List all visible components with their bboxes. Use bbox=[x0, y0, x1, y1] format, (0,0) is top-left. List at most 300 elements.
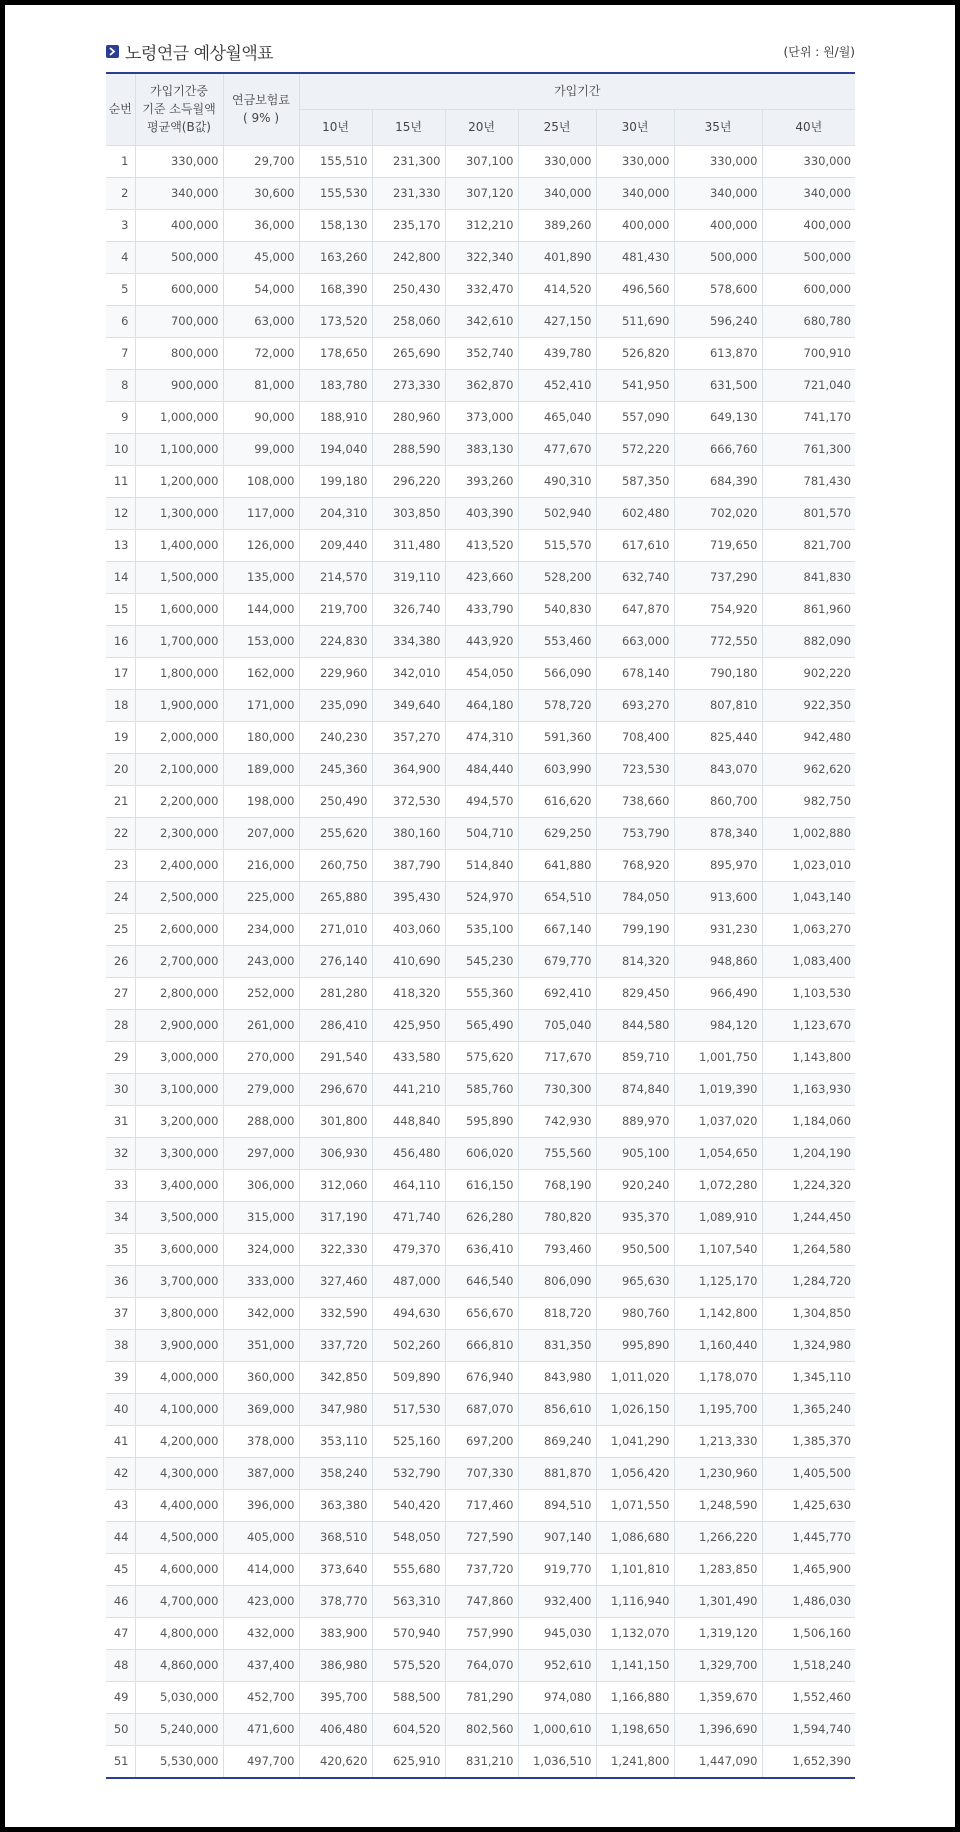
cell-premium: 351,000 bbox=[223, 1329, 299, 1361]
cell-10y: 224,830 bbox=[299, 625, 372, 657]
cell-15y: 349,640 bbox=[372, 689, 445, 721]
cell-20y: 555,360 bbox=[445, 977, 518, 1009]
table-row bbox=[106, 177, 855, 209]
cell-40y: 1,204,190 bbox=[762, 1137, 855, 1169]
cell-15y: 273,330 bbox=[372, 369, 445, 401]
cell-25y: 907,140 bbox=[518, 1521, 596, 1553]
cell-30y: 1,198,650 bbox=[596, 1713, 674, 1745]
cell-index: 9 bbox=[106, 401, 135, 433]
cell-30y: 723,530 bbox=[596, 753, 674, 785]
cell-income: 500,000 bbox=[135, 241, 223, 273]
cell-20y: 565,490 bbox=[445, 1009, 518, 1041]
cell-35y: 719,650 bbox=[674, 529, 762, 561]
cell-35y: 1,019,390 bbox=[674, 1073, 762, 1105]
table-row bbox=[106, 497, 855, 529]
cell-35y: 1,266,220 bbox=[674, 1521, 762, 1553]
cell-35y: 1,359,670 bbox=[674, 1681, 762, 1713]
cell-30y: 400,000 bbox=[596, 209, 674, 241]
cell-index: 6 bbox=[106, 305, 135, 337]
cell-30y: 965,630 bbox=[596, 1265, 674, 1297]
table-row bbox=[106, 145, 855, 177]
cell-10y: 155,510 bbox=[299, 145, 372, 177]
cell-15y: 250,430 bbox=[372, 273, 445, 305]
cell-35y: 860,700 bbox=[674, 785, 762, 817]
cell-index: 39 bbox=[106, 1361, 135, 1393]
cell-premium: 360,000 bbox=[223, 1361, 299, 1393]
cell-35y: 1,248,590 bbox=[674, 1489, 762, 1521]
cell-35y: 948,860 bbox=[674, 945, 762, 977]
cell-35y: 631,500 bbox=[674, 369, 762, 401]
cell-premium: 324,000 bbox=[223, 1233, 299, 1265]
cell-20y: 504,710 bbox=[445, 817, 518, 849]
cell-20y: 307,100 bbox=[445, 145, 518, 177]
cell-10y: 383,900 bbox=[299, 1617, 372, 1649]
cell-30y: 663,000 bbox=[596, 625, 674, 657]
cell-25y: 932,400 bbox=[518, 1585, 596, 1617]
table-row bbox=[106, 401, 855, 433]
cell-15y: 509,890 bbox=[372, 1361, 445, 1393]
cell-20y: 342,610 bbox=[445, 305, 518, 337]
cell-35y: 1,107,540 bbox=[674, 1233, 762, 1265]
cell-income: 600,000 bbox=[135, 273, 223, 305]
header-premium-line2: ( 9% ) bbox=[242, 111, 280, 126]
cell-20y: 464,180 bbox=[445, 689, 518, 721]
cell-15y: 311,480 bbox=[372, 529, 445, 561]
cell-40y: 700,910 bbox=[762, 337, 855, 369]
header-income-line3: 평균액(B값) bbox=[147, 120, 211, 135]
cell-premium: 54,000 bbox=[223, 273, 299, 305]
cell-15y: 372,530 bbox=[372, 785, 445, 817]
cell-40y: 942,480 bbox=[762, 721, 855, 753]
cell-10y: 322,330 bbox=[299, 1233, 372, 1265]
cell-30y: 481,430 bbox=[596, 241, 674, 273]
table-row bbox=[106, 1521, 855, 1553]
table-row bbox=[106, 849, 855, 881]
table-row bbox=[106, 1233, 855, 1265]
cell-15y: 548,050 bbox=[372, 1521, 445, 1553]
cell-15y: 387,790 bbox=[372, 849, 445, 881]
cell-income: 1,000,000 bbox=[135, 401, 223, 433]
cell-35y: 1,396,690 bbox=[674, 1713, 762, 1745]
cell-10y: 306,930 bbox=[299, 1137, 372, 1169]
cell-15y: 494,630 bbox=[372, 1297, 445, 1329]
cell-20y: 764,070 bbox=[445, 1649, 518, 1681]
cell-20y: 585,760 bbox=[445, 1073, 518, 1105]
cell-income: 1,100,000 bbox=[135, 433, 223, 465]
cell-income: 2,200,000 bbox=[135, 785, 223, 817]
cell-income: 5,030,000 bbox=[135, 1681, 223, 1713]
cell-income: 4,800,000 bbox=[135, 1617, 223, 1649]
cell-income: 330,000 bbox=[135, 145, 223, 177]
cell-25y: 414,520 bbox=[518, 273, 596, 305]
cell-40y: 1,244,450 bbox=[762, 1201, 855, 1233]
table-row bbox=[106, 1361, 855, 1393]
cell-30y: 557,090 bbox=[596, 401, 674, 433]
cell-income: 1,800,000 bbox=[135, 657, 223, 689]
cell-index: 49 bbox=[106, 1681, 135, 1713]
cell-15y: 433,580 bbox=[372, 1041, 445, 1073]
cell-30y: 693,270 bbox=[596, 689, 674, 721]
cell-20y: 575,620 bbox=[445, 1041, 518, 1073]
cell-income: 4,100,000 bbox=[135, 1393, 223, 1425]
cell-20y: 433,790 bbox=[445, 593, 518, 625]
table-row bbox=[106, 1713, 855, 1745]
cell-10y: 260,750 bbox=[299, 849, 372, 881]
cell-25y: 578,720 bbox=[518, 689, 596, 721]
cell-30y: 829,450 bbox=[596, 977, 674, 1009]
cell-40y: 1,103,530 bbox=[762, 977, 855, 1009]
cell-15y: 471,740 bbox=[372, 1201, 445, 1233]
cell-40y: 500,000 bbox=[762, 241, 855, 273]
cell-income: 1,200,000 bbox=[135, 465, 223, 497]
cell-10y: 386,980 bbox=[299, 1649, 372, 1681]
cell-income: 1,300,000 bbox=[135, 497, 223, 529]
cell-40y: 600,000 bbox=[762, 273, 855, 305]
cell-premium: 270,000 bbox=[223, 1041, 299, 1073]
cell-income: 3,300,000 bbox=[135, 1137, 223, 1169]
cell-25y: 730,300 bbox=[518, 1073, 596, 1105]
table-row bbox=[106, 337, 855, 369]
cell-30y: 330,000 bbox=[596, 145, 674, 177]
cell-30y: 874,840 bbox=[596, 1073, 674, 1105]
cell-index: 47 bbox=[106, 1617, 135, 1649]
cell-income: 4,860,000 bbox=[135, 1649, 223, 1681]
cell-10y: 337,720 bbox=[299, 1329, 372, 1361]
table-row bbox=[106, 1649, 855, 1681]
cell-premium: 171,000 bbox=[223, 689, 299, 721]
cell-index: 35 bbox=[106, 1233, 135, 1265]
cell-30y: 1,132,070 bbox=[596, 1617, 674, 1649]
cell-30y: 1,011,020 bbox=[596, 1361, 674, 1393]
cell-40y: 1,486,030 bbox=[762, 1585, 855, 1617]
cell-25y: 401,890 bbox=[518, 241, 596, 273]
cell-35y: 1,329,700 bbox=[674, 1649, 762, 1681]
cell-40y: 721,040 bbox=[762, 369, 855, 401]
cell-40y: 1,425,630 bbox=[762, 1489, 855, 1521]
cell-premium: 414,000 bbox=[223, 1553, 299, 1585]
cell-25y: 641,880 bbox=[518, 849, 596, 881]
cell-income: 4,400,000 bbox=[135, 1489, 223, 1521]
cell-40y: 1,083,400 bbox=[762, 945, 855, 977]
cell-index: 14 bbox=[106, 561, 135, 593]
cell-index: 2 bbox=[106, 177, 135, 209]
cell-premium: 297,000 bbox=[223, 1137, 299, 1169]
cell-30y: 905,100 bbox=[596, 1137, 674, 1169]
cell-premium: 180,000 bbox=[223, 721, 299, 753]
cell-index: 41 bbox=[106, 1425, 135, 1457]
header-year: 40년 bbox=[762, 109, 855, 145]
cell-10y: 250,490 bbox=[299, 785, 372, 817]
cell-30y: 1,141,150 bbox=[596, 1649, 674, 1681]
cell-index: 42 bbox=[106, 1457, 135, 1489]
cell-premium: 234,000 bbox=[223, 913, 299, 945]
cell-35y: 1,178,070 bbox=[674, 1361, 762, 1393]
cell-20y: 802,560 bbox=[445, 1713, 518, 1745]
cell-income: 3,700,000 bbox=[135, 1265, 223, 1297]
cell-premium: 63,000 bbox=[223, 305, 299, 337]
cell-premium: 135,000 bbox=[223, 561, 299, 593]
cell-20y: 595,890 bbox=[445, 1105, 518, 1137]
cell-10y: 420,620 bbox=[299, 1745, 372, 1778]
title-row bbox=[106, 36, 855, 66]
cell-35y: 1,213,330 bbox=[674, 1425, 762, 1457]
cell-35y: 1,037,020 bbox=[674, 1105, 762, 1137]
cell-20y: 707,330 bbox=[445, 1457, 518, 1489]
cell-index: 31 bbox=[106, 1105, 135, 1137]
table-row bbox=[106, 561, 855, 593]
cell-10y: 235,090 bbox=[299, 689, 372, 721]
cell-25y: 952,610 bbox=[518, 1649, 596, 1681]
cell-30y: 632,740 bbox=[596, 561, 674, 593]
cell-15y: 604,520 bbox=[372, 1713, 445, 1745]
cell-40y: 982,750 bbox=[762, 785, 855, 817]
cell-premium: 144,000 bbox=[223, 593, 299, 625]
cell-35y: 400,000 bbox=[674, 209, 762, 241]
cell-25y: 692,410 bbox=[518, 977, 596, 1009]
cell-20y: 484,440 bbox=[445, 753, 518, 785]
cell-index: 26 bbox=[106, 945, 135, 977]
cell-40y: 1,043,140 bbox=[762, 881, 855, 913]
table-row bbox=[106, 1297, 855, 1329]
cell-10y: 291,540 bbox=[299, 1041, 372, 1073]
cell-15y: 525,160 bbox=[372, 1425, 445, 1457]
cell-income: 4,200,000 bbox=[135, 1425, 223, 1457]
cell-index: 28 bbox=[106, 1009, 135, 1041]
cell-index: 27 bbox=[106, 977, 135, 1009]
header-year: 35년 bbox=[674, 109, 762, 145]
cell-30y: 526,820 bbox=[596, 337, 674, 369]
cell-35y: 772,550 bbox=[674, 625, 762, 657]
cell-10y: 368,510 bbox=[299, 1521, 372, 1553]
table-row bbox=[106, 1425, 855, 1457]
cell-index: 7 bbox=[106, 337, 135, 369]
cell-10y: 199,180 bbox=[299, 465, 372, 497]
cell-20y: 606,020 bbox=[445, 1137, 518, 1169]
cell-income: 2,300,000 bbox=[135, 817, 223, 849]
cell-income: 1,600,000 bbox=[135, 593, 223, 625]
cell-35y: 754,920 bbox=[674, 593, 762, 625]
cell-20y: 474,310 bbox=[445, 721, 518, 753]
cell-premium: 207,000 bbox=[223, 817, 299, 849]
table-row bbox=[106, 1073, 855, 1105]
table-row bbox=[106, 529, 855, 561]
cell-10y: 178,650 bbox=[299, 337, 372, 369]
cell-30y: 784,050 bbox=[596, 881, 674, 913]
table-row bbox=[106, 657, 855, 689]
cell-income: 900,000 bbox=[135, 369, 223, 401]
header-income bbox=[135, 73, 223, 145]
cell-premium: 108,000 bbox=[223, 465, 299, 497]
cell-15y: 258,060 bbox=[372, 305, 445, 337]
cell-30y: 1,116,940 bbox=[596, 1585, 674, 1617]
cell-10y: 173,520 bbox=[299, 305, 372, 337]
cell-20y: 514,840 bbox=[445, 849, 518, 881]
cell-premium: 423,000 bbox=[223, 1585, 299, 1617]
cell-35y: 1,125,170 bbox=[674, 1265, 762, 1297]
cell-15y: 532,790 bbox=[372, 1457, 445, 1489]
cell-20y: 312,210 bbox=[445, 209, 518, 241]
cell-income: 1,500,000 bbox=[135, 561, 223, 593]
cell-40y: 680,780 bbox=[762, 305, 855, 337]
cell-30y: 753,790 bbox=[596, 817, 674, 849]
cell-index: 20 bbox=[106, 753, 135, 785]
cell-15y: 418,320 bbox=[372, 977, 445, 1009]
cell-40y: 1,552,460 bbox=[762, 1681, 855, 1713]
cell-index: 23 bbox=[106, 849, 135, 881]
cell-20y: 687,070 bbox=[445, 1393, 518, 1425]
cell-premium: 81,000 bbox=[223, 369, 299, 401]
cell-income: 2,400,000 bbox=[135, 849, 223, 881]
cell-20y: 403,390 bbox=[445, 497, 518, 529]
cell-income: 2,600,000 bbox=[135, 913, 223, 945]
cell-40y: 1,345,110 bbox=[762, 1361, 855, 1393]
cell-premium: 153,000 bbox=[223, 625, 299, 657]
cell-10y: 245,360 bbox=[299, 753, 372, 785]
cell-premium: 243,000 bbox=[223, 945, 299, 977]
cell-25y: 603,990 bbox=[518, 753, 596, 785]
cell-15y: 380,160 bbox=[372, 817, 445, 849]
cell-10y: 271,010 bbox=[299, 913, 372, 945]
cell-25y: 856,610 bbox=[518, 1393, 596, 1425]
cell-35y: 340,000 bbox=[674, 177, 762, 209]
cell-10y: 229,960 bbox=[299, 657, 372, 689]
cell-income: 2,000,000 bbox=[135, 721, 223, 753]
cell-income: 1,900,000 bbox=[135, 689, 223, 721]
cell-premium: 45,000 bbox=[223, 241, 299, 273]
cell-income: 5,530,000 bbox=[135, 1745, 223, 1778]
cell-premium: 471,600 bbox=[223, 1713, 299, 1745]
cell-25y: 881,870 bbox=[518, 1457, 596, 1489]
cell-40y: 1,063,270 bbox=[762, 913, 855, 945]
cell-15y: 334,380 bbox=[372, 625, 445, 657]
cell-40y: 741,170 bbox=[762, 401, 855, 433]
cell-15y: 410,690 bbox=[372, 945, 445, 977]
cell-premium: 36,000 bbox=[223, 209, 299, 241]
cell-index: 38 bbox=[106, 1329, 135, 1361]
cell-25y: 945,030 bbox=[518, 1617, 596, 1649]
cell-10y: 214,570 bbox=[299, 561, 372, 593]
cell-15y: 502,260 bbox=[372, 1329, 445, 1361]
cell-premium: 432,000 bbox=[223, 1617, 299, 1649]
cell-20y: 535,100 bbox=[445, 913, 518, 945]
cell-index: 36 bbox=[106, 1265, 135, 1297]
table-row bbox=[106, 1457, 855, 1489]
cell-35y: 1,054,650 bbox=[674, 1137, 762, 1169]
cell-25y: 515,570 bbox=[518, 529, 596, 561]
cell-40y: 1,594,740 bbox=[762, 1713, 855, 1745]
cell-10y: 395,700 bbox=[299, 1681, 372, 1713]
cell-income: 4,700,000 bbox=[135, 1585, 223, 1617]
cell-35y: 1,142,800 bbox=[674, 1297, 762, 1329]
cell-index: 24 bbox=[106, 881, 135, 913]
cell-10y: 296,670 bbox=[299, 1073, 372, 1105]
cell-30y: 587,350 bbox=[596, 465, 674, 497]
cell-30y: 511,690 bbox=[596, 305, 674, 337]
table-row bbox=[106, 881, 855, 913]
cell-10y: 255,620 bbox=[299, 817, 372, 849]
table-row bbox=[106, 817, 855, 849]
cell-income: 3,500,000 bbox=[135, 1201, 223, 1233]
cell-30y: 1,041,290 bbox=[596, 1425, 674, 1457]
cell-20y: 727,590 bbox=[445, 1521, 518, 1553]
cell-30y: 647,870 bbox=[596, 593, 674, 625]
header-index: 순번 bbox=[106, 73, 135, 145]
table-row bbox=[106, 721, 855, 753]
header-year: 30년 bbox=[596, 109, 674, 145]
cell-25y: 629,250 bbox=[518, 817, 596, 849]
cell-10y: 286,410 bbox=[299, 1009, 372, 1041]
cell-20y: 636,410 bbox=[445, 1233, 518, 1265]
cell-25y: 894,510 bbox=[518, 1489, 596, 1521]
cell-20y: 423,660 bbox=[445, 561, 518, 593]
cell-15y: 319,110 bbox=[372, 561, 445, 593]
cell-25y: 566,090 bbox=[518, 657, 596, 689]
cell-15y: 235,170 bbox=[372, 209, 445, 241]
cell-index: 29 bbox=[106, 1041, 135, 1073]
cell-premium: 306,000 bbox=[223, 1169, 299, 1201]
cell-index: 22 bbox=[106, 817, 135, 849]
cell-10y: 301,800 bbox=[299, 1105, 372, 1137]
cell-20y: 413,520 bbox=[445, 529, 518, 561]
cell-index: 4 bbox=[106, 241, 135, 273]
cell-30y: 995,890 bbox=[596, 1329, 674, 1361]
table-row bbox=[106, 1265, 855, 1297]
cell-35y: 1,160,440 bbox=[674, 1329, 762, 1361]
cell-premium: 90,000 bbox=[223, 401, 299, 433]
table-row bbox=[106, 433, 855, 465]
cell-15y: 342,010 bbox=[372, 657, 445, 689]
page-title bbox=[106, 39, 273, 64]
cell-index: 30 bbox=[106, 1073, 135, 1105]
table-row bbox=[106, 753, 855, 785]
cell-25y: 427,150 bbox=[518, 305, 596, 337]
cell-index: 8 bbox=[106, 369, 135, 401]
cell-40y: 1,264,580 bbox=[762, 1233, 855, 1265]
pension-estimate-table bbox=[106, 72, 855, 1779]
cell-15y: 296,220 bbox=[372, 465, 445, 497]
cell-35y: 578,600 bbox=[674, 273, 762, 305]
cell-40y: 962,620 bbox=[762, 753, 855, 785]
cell-25y: 591,360 bbox=[518, 721, 596, 753]
cell-premium: 117,000 bbox=[223, 497, 299, 529]
cell-30y: 799,190 bbox=[596, 913, 674, 945]
cell-15y: 280,960 bbox=[372, 401, 445, 433]
cell-15y: 441,210 bbox=[372, 1073, 445, 1105]
cell-35y: 500,000 bbox=[674, 241, 762, 273]
table-row bbox=[106, 305, 855, 337]
cell-index: 19 bbox=[106, 721, 135, 753]
arrow-right-icon bbox=[106, 45, 119, 58]
cell-10y: 317,190 bbox=[299, 1201, 372, 1233]
cell-15y: 364,900 bbox=[372, 753, 445, 785]
cell-income: 2,800,000 bbox=[135, 977, 223, 1009]
cell-premium: 252,000 bbox=[223, 977, 299, 1009]
cell-30y: 541,950 bbox=[596, 369, 674, 401]
table-row bbox=[106, 689, 855, 721]
cell-15y: 357,270 bbox=[372, 721, 445, 753]
cell-40y: 861,960 bbox=[762, 593, 855, 625]
cell-20y: 332,470 bbox=[445, 273, 518, 305]
header-year: 20년 bbox=[445, 109, 518, 145]
cell-15y: 588,500 bbox=[372, 1681, 445, 1713]
cell-35y: 330,000 bbox=[674, 145, 762, 177]
table-row bbox=[106, 241, 855, 273]
cell-35y: 966,490 bbox=[674, 977, 762, 1009]
cell-index: 43 bbox=[106, 1489, 135, 1521]
cell-premium: 405,000 bbox=[223, 1521, 299, 1553]
cell-35y: 702,020 bbox=[674, 497, 762, 529]
cell-30y: 1,101,810 bbox=[596, 1553, 674, 1585]
